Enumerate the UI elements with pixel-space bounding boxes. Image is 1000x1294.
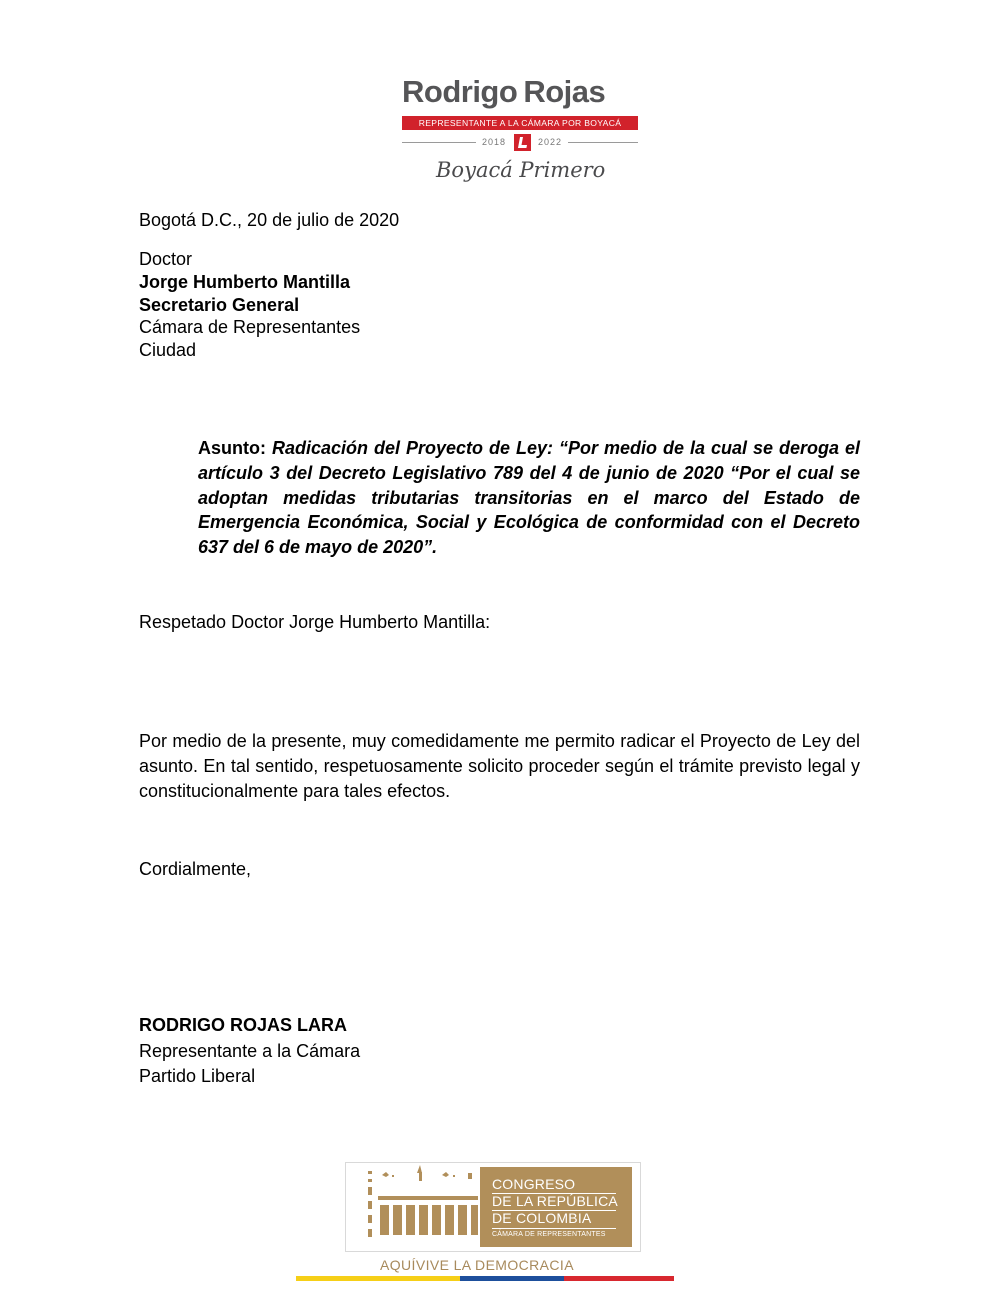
capitol-building-icon: [346, 1163, 480, 1251]
logo-first-name: Rodrigo: [402, 74, 518, 109]
congress-name-box: [480, 1167, 632, 1247]
flag-stripe-blue: [460, 1276, 564, 1281]
subject-text: Radicación del Proyecto de Ley: “Por medio de la cual se deroga el artículo 3 del Decreto Legislativo 789 del 4 de junio de 2020 “Por el cual se adoptan medidas tributarias transitorias en el marco del Estado de Emergencia Económica, Social y Ecológica de conformidad con el Decreto 637 del 6 de mayo de 2020”.: [198, 438, 860, 558]
recipient-institution: Cámara de Representantes: [139, 317, 361, 337]
place-date: Bogotá D.C., 20 de julio de 2020: [139, 210, 400, 230]
congress-line-3: DE COLOMBIA: [492, 1210, 592, 1226]
closing: Cordialmente,: [139, 859, 252, 879]
recipient-city: Ciudad: [139, 340, 197, 360]
logo-name: [402, 74, 605, 110]
congress-line-4: CÁMARA DE REPRESENTANTES: [492, 1231, 606, 1238]
footer-motto: AQUÍVIVE LA DEMOCRACIA: [380, 1257, 574, 1273]
congress-logo: [345, 1162, 641, 1252]
recipient-name: Jorge Humberto Mantilla: [139, 272, 351, 292]
subject-block: [198, 436, 860, 560]
logo-rule-left: [402, 142, 476, 143]
signer-party: Partido Liberal: [139, 1066, 256, 1086]
logo-band: REPRESENTANTE A LA CÁMARA POR BOYACÁ: [402, 116, 638, 130]
recipient-title: Doctor: [139, 249, 193, 269]
subject-label: Asunto:: [198, 438, 266, 458]
liberal-party-icon: [514, 134, 531, 151]
logo-last-name: Rojas: [523, 74, 606, 109]
flag-stripe-yellow: [296, 1276, 460, 1281]
logo-slogan: Boyacá Primero: [436, 158, 606, 182]
signer-role: Representante a la Cámara: [139, 1041, 361, 1061]
logo-year-end: 2022: [538, 137, 563, 147]
congress-line-2: DE LA REPÚBLICA: [492, 1193, 618, 1209]
flag-stripe-red: [564, 1276, 674, 1281]
signer-name: RODRIGO ROJAS LARA: [139, 1015, 348, 1035]
congress-line-1: CONGRESO: [492, 1176, 576, 1192]
logo-year-start: 2018: [482, 137, 507, 147]
recipient-position: Secretario General: [139, 295, 300, 315]
header-logo: [390, 72, 650, 202]
logo-years: [402, 134, 638, 152]
logo-rule-right: [568, 142, 638, 143]
greeting: Respetado Doctor Jorge Humberto Mantilla:: [139, 612, 491, 632]
congress-rule-3: [492, 1228, 616, 1229]
body-paragraph: Por medio de la presente, muy comedidamente me permito radicar el Proyecto de Ley del asunto. En tal sentido, respetuosamente solicito proceder según el trámite previsto legal y constitucionalmente para tales efectos.: [139, 731, 860, 801]
